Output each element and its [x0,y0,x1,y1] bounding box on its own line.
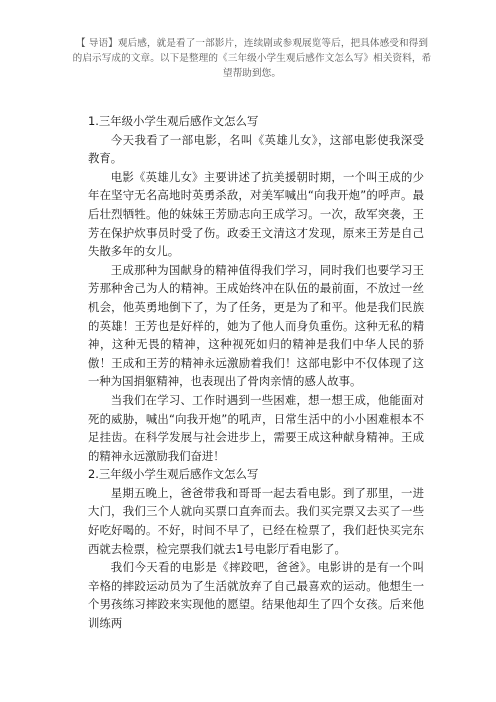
paragraph: 王成那种为国献身的精神值得我们学习，同时我们也要学习王芳那种舍己为人的精神。王成始终冲在队伍的最前面，不放过一丝机会，他英勇地倒下了，为了任务，更是为了和平。他是我们民族的英雄！王芳也是好样的，她为了他人而身负重伤。这种无私的精神，这种无畏的精神，这种视死如归的精神是我们中华人民的骄傲！王成和王芳的精神永远激励着我们！这部电影中不仅体现了这一种为国捐躯精神，也表现出了骨肉亲情的感人故事。 [88,262,424,389]
paragraph: 今天我看了一部电影，名叫《英雄儿女》，这部电影使我深受教育。 [88,132,424,166]
article-body [88,112,424,633]
paragraph: 星期五晚上，爸爸带我和哥哥一起去看电影。到了那里，一进大门，我们三个人就向买票口直奔而去。我们买完票又去买了一些好吃好喝的。不好，时间不早了，已经在检票了，我们赶快买完东西就去检票，检完票我们就去1号电影厅看电影了。 [88,485,424,556]
section-heading: 2.三年级小学生观后感作文怎么写 [88,467,259,482]
paragraph: 我们今天看的电影是《摔跤吧，爸爸》。电影讲的是有一个叫辛格的摔跤运动员为了生活就放弃了自己最喜欢的运动。他想生一个男孩练习摔跤来实现他的愿望。结果他却生了四个女孩。后来他训练两 [88,560,424,631]
paragraph: 电影《英雄儿女》主要讲述了抗美援朝时期，一个叫王成的少年在坚守无名高地时英勇杀敌，对美军喊出“向我开炮”的呼声。最后壮烈牺牲。他的妹妹王芳励志向王成学习。一次，敌军突袭，王芳在保护炊事员时受了伤。政委王文清这才发现，原来王芳是自己失散多年的女儿。 [88,169,424,259]
intro-text: 【 导语】观后感，就是看了一部影片，连续剧或参观展览等后，把具体感受和得到的启示写成的文章。以下是整理的《三年级小学生观后感作文怎么写》相关资料，希望帮助到您。 [72,38,432,79]
section-heading: 1.三年级小学生观后感作文怎么写 [88,114,259,128]
paragraph: 当我们在学习、工作时遇到一些困难，想一想王成，他能面对死的威胁，喊出“向我开炮”的吼声，日常生活中的小小困难根本不足挂齿。在科学发展与社会进步上，需要王成这种献身精神。王成的精神永远激励我们奋进！ [88,392,424,463]
